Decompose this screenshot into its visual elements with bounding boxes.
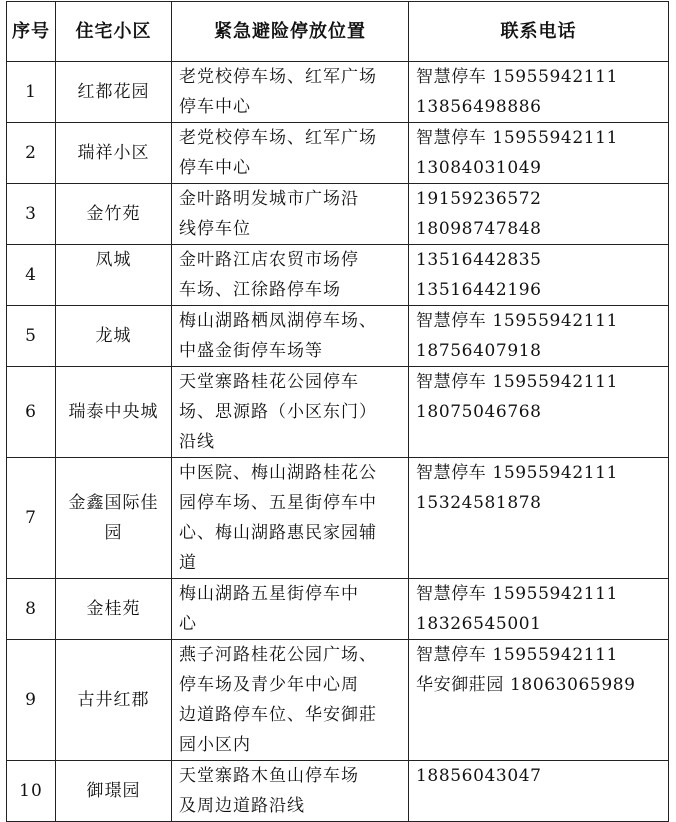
table-row [7,458,669,579]
phone-line: 18075046768 [416,402,542,422]
parking-location [172,62,409,123]
table-row [7,640,669,761]
location-line: 边道路停车位、华安御莊 [179,705,377,725]
phone-line: 智慧停车 15955942111 [416,311,618,331]
contact-phone [409,62,669,123]
row-number: 1 [7,62,56,123]
community-name: 古井红郡 [56,640,172,761]
table-row [7,761,669,822]
parking-location [172,579,409,640]
community-name: 金桂苑 [56,579,172,640]
table-row [7,306,669,367]
phone-line: 智慧停车 15955942111 [416,67,618,87]
row-number: 8 [7,579,56,640]
location-line: 中医院、梅山湖路桂花公 [179,463,377,483]
row-number: 7 [7,458,56,579]
location-line: 梅山湖路五星街停车中 [179,584,359,604]
parking-location [172,640,409,761]
location-line: 中盛金街停车场等 [179,341,323,361]
phone-line: 智慧停车 15955942111 [416,584,618,604]
location-line: 停车中心 [179,158,251,178]
row-number: 4 [7,245,56,306]
parking-location [172,367,409,458]
phone-line: 华安御莊园 18063065989 [416,675,636,695]
table-row [7,62,669,123]
phone-line: 智慧停车 15955942111 [416,463,618,483]
row-number: 5 [7,306,56,367]
contact-phone [409,640,669,761]
location-line: 场、思源路（小区东门） [179,402,377,422]
table-row [7,184,669,245]
phone-line: 19159236572 [416,189,542,209]
community-name: 瑞祥小区 [56,123,172,184]
location-line: 沿线 [179,432,215,452]
location-line: 金叶路明发城市广场沿 [179,189,359,209]
phone-line: 18756407918 [416,341,542,361]
parking-location [172,761,409,822]
phone-line: 智慧停车 15955942111 [416,645,618,665]
header-location: 紧急避险停放位置 [172,2,409,62]
location-line: 车场、江徐路停车场 [179,280,341,300]
row-number: 6 [7,367,56,458]
header-row [7,2,669,62]
parking-location [172,184,409,245]
table-body [7,62,669,822]
table-row [7,123,669,184]
row-number: 2 [7,123,56,184]
header-name: 住宅小区 [56,2,172,62]
location-line: 线停车位 [179,219,251,239]
row-number: 10 [7,761,56,822]
location-line: 金叶路江店农贸市场停 [179,250,359,270]
row-number: 9 [7,640,56,761]
contact-phone [409,306,669,367]
phone-line: 18326545001 [416,614,542,634]
community-name: 御璟园 [56,761,172,822]
contact-phone [409,367,669,458]
contact-phone [409,123,669,184]
row-number: 3 [7,184,56,245]
phone-line: 13084031049 [416,158,542,178]
location-line: 天堂寨路桂花公园停车 [179,372,359,392]
parking-location [172,123,409,184]
contact-phone [409,579,669,640]
contact-phone [409,245,669,306]
location-line: 老党校停车场、红军广场 [179,128,377,148]
contact-phone [409,458,669,579]
phone-line: 13856498886 [416,97,542,117]
header-phone: 联系电话 [409,2,669,62]
location-line: 燕子河路桂花公园广场、 [179,645,377,665]
community-name: 红都花园 [56,62,172,123]
contact-phone [409,761,669,822]
community-name: 龙城 [56,306,172,367]
parking-table [6,1,669,822]
phone-line: 13516442835 [416,250,542,270]
header-no: 序号 [7,2,56,62]
location-line: 道 [179,553,197,573]
location-line: 停车中心 [179,97,251,117]
table-row [7,367,669,458]
community-name: 瑞泰中央城 [56,367,172,458]
community-name: 凤城 [56,245,172,306]
phone-line: 18856043047 [416,766,542,786]
location-line: 梅山湖路栖凤湖停车场、 [179,311,377,331]
phone-line: 18098747848 [416,219,542,239]
parking-location [172,245,409,306]
table-row [7,579,669,640]
community-name: 金鑫国际佳园 [56,458,172,579]
location-line: 心 [179,614,197,634]
phone-line: 智慧停车 15955942111 [416,372,618,392]
location-line: 天堂寨路木鱼山停车场 [179,766,359,786]
community-name: 金竹苑 [56,184,172,245]
contact-phone [409,184,669,245]
location-line: 心、梅山湖路惠民家园辅 [179,523,377,543]
location-line: 园停车场、五星街停车中 [179,493,377,513]
phone-line: 13516442196 [416,280,542,300]
parking-location [172,306,409,367]
table-row [7,245,669,306]
location-line: 停车场及青少年中心周 [179,675,359,695]
parking-location [172,458,409,579]
phone-line: 智慧停车 15955942111 [416,128,618,148]
location-line: 及周边道路沿线 [179,796,305,816]
location-line: 老党校停车场、红军广场 [179,67,377,87]
location-line: 园小区内 [179,735,251,755]
phone-line: 15324581878 [416,493,542,513]
